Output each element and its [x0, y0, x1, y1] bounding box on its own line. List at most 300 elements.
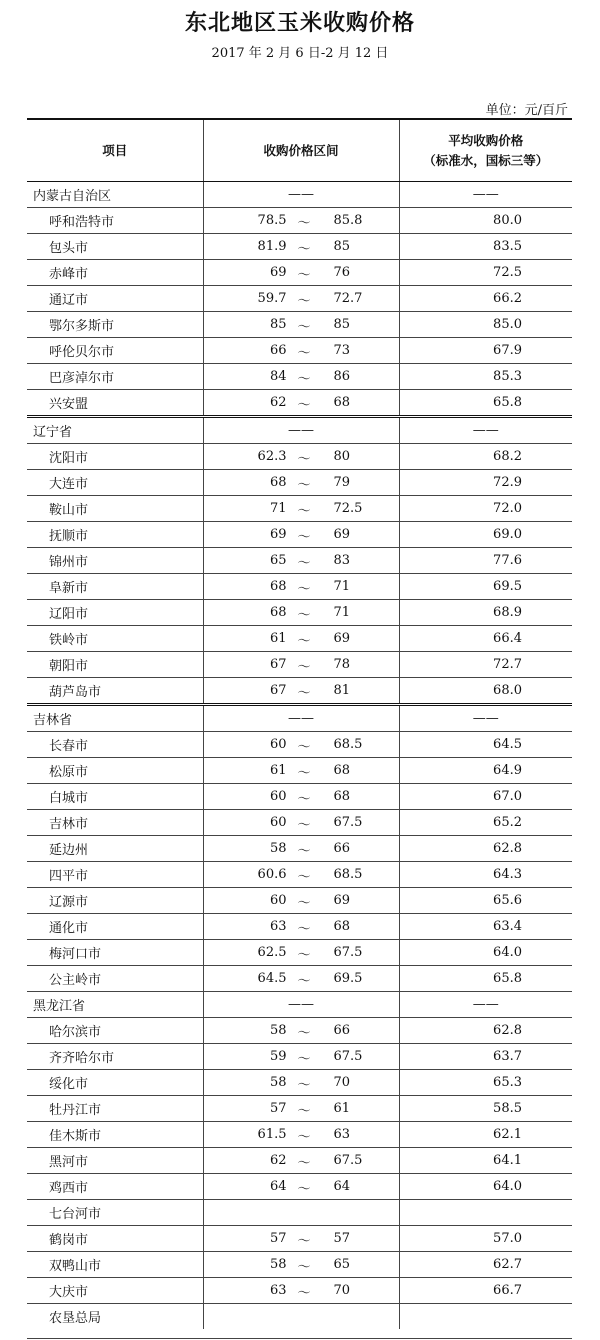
price-range-cell — [203, 1252, 399, 1278]
price-low: 57 — [269, 1231, 287, 1246]
table-row — [27, 444, 572, 470]
price-range-cell — [203, 914, 399, 940]
price-high: 70 — [333, 1283, 351, 1298]
average-price: 65.3 — [399, 1070, 572, 1096]
city-name: 包头市 — [27, 234, 203, 260]
average-dash: —— — [399, 182, 572, 208]
range-separator: ～ — [297, 766, 311, 781]
price-low: 60 — [269, 815, 287, 830]
range-separator: ～ — [297, 660, 311, 675]
table-row — [27, 1304, 572, 1330]
average-price: 62.7 — [399, 1252, 572, 1278]
table-row — [27, 836, 572, 862]
province-row — [27, 705, 572, 732]
price-range-cell — [203, 1096, 399, 1122]
table-row — [27, 1148, 572, 1174]
table-bottom-rule — [27, 1338, 572, 1339]
price-range-cell — [203, 364, 399, 390]
city-name: 松原市 — [27, 758, 203, 784]
table-row — [27, 784, 572, 810]
price-range-cell — [203, 836, 399, 862]
average-price: 69.5 — [399, 574, 572, 600]
average-dash: —— — [399, 705, 572, 732]
range-separator: ～ — [297, 1260, 311, 1275]
price-high: 78 — [333, 657, 351, 672]
price-high: 68.5 — [333, 737, 363, 752]
average-price: 63.4 — [399, 914, 572, 940]
price-range-cell — [203, 626, 399, 652]
price-high: 69.5 — [333, 971, 363, 986]
price-range-cell — [203, 574, 399, 600]
range-dash: —— — [203, 992, 399, 1018]
range-separator: ～ — [297, 792, 311, 807]
average-price: 66.2 — [399, 286, 572, 312]
price-high: 63 — [333, 1127, 351, 1142]
range-separator: ～ — [297, 1052, 311, 1067]
price-low: 85 — [269, 317, 287, 332]
average-price: 62.1 — [399, 1122, 572, 1148]
range-separator: ～ — [297, 1156, 311, 1171]
price-range-cell — [203, 1304, 399, 1330]
table-row — [27, 810, 572, 836]
range-separator: ～ — [297, 818, 311, 833]
city-name: 通化市 — [27, 914, 203, 940]
table-row — [27, 914, 572, 940]
price-range-cell — [203, 1122, 399, 1148]
table-row — [27, 1070, 572, 1096]
average-price: 64.9 — [399, 758, 572, 784]
price-low: 84 — [269, 369, 287, 384]
price-high: 76 — [333, 265, 351, 280]
average-price: 80.0 — [399, 208, 572, 234]
price-low: 69 — [269, 527, 287, 542]
table-row — [27, 678, 572, 705]
price-range-cell — [203, 1070, 399, 1096]
price-low: 64 — [269, 1179, 287, 1194]
table-row — [27, 1252, 572, 1278]
price-range-cell — [203, 286, 399, 312]
price-range-cell — [203, 966, 399, 992]
price-low: 60 — [269, 737, 287, 752]
average-price: 72.0 — [399, 496, 572, 522]
price-range-cell — [203, 548, 399, 574]
average-price: 67.0 — [399, 784, 572, 810]
table-row — [27, 364, 572, 390]
table-header-row — [27, 119, 572, 182]
price-range-cell — [203, 444, 399, 470]
price-high: 68 — [333, 395, 351, 410]
range-separator: ～ — [297, 608, 311, 623]
table-row — [27, 338, 572, 364]
city-name: 白城市 — [27, 784, 203, 810]
table-row — [27, 600, 572, 626]
price-low: 61 — [269, 763, 287, 778]
table-row — [27, 652, 572, 678]
range-separator: ～ — [297, 556, 311, 571]
table-row — [27, 286, 572, 312]
range-separator: ～ — [297, 452, 311, 467]
price-range-cell — [203, 1226, 399, 1252]
price-range-cell — [203, 784, 399, 810]
range-separator: ～ — [297, 530, 311, 545]
table-row — [27, 574, 572, 600]
average-price — [399, 1304, 572, 1330]
table-row — [27, 888, 572, 914]
average-price: 85.0 — [399, 312, 572, 338]
average-price: 69.0 — [399, 522, 572, 548]
price-range-cell — [203, 260, 399, 286]
city-name: 双鸭山市 — [27, 1252, 203, 1278]
price-range-cell — [203, 758, 399, 784]
range-separator: ～ — [297, 346, 311, 361]
average-price: 64.0 — [399, 1174, 572, 1200]
city-name: 四平市 — [27, 862, 203, 888]
price-low: 57 — [269, 1101, 287, 1116]
table-row — [27, 758, 572, 784]
range-separator: ～ — [297, 740, 311, 755]
price-range-cell — [203, 496, 399, 522]
price-range-cell — [203, 888, 399, 914]
price-low: 60 — [269, 789, 287, 804]
average-dash: —— — [399, 992, 572, 1018]
province-row — [27, 182, 572, 208]
city-name: 朝阳市 — [27, 652, 203, 678]
average-price: 66.7 — [399, 1278, 572, 1304]
average-price: 62.8 — [399, 1018, 572, 1044]
price-high: 85 — [333, 317, 351, 332]
average-price: 68.9 — [399, 600, 572, 626]
price-high: 66 — [333, 1023, 351, 1038]
price-high: 85.8 — [333, 213, 363, 228]
price-high: 67.5 — [333, 815, 363, 830]
price-low: 63 — [269, 919, 287, 934]
range-dash: —— — [203, 182, 399, 208]
price-high: 86 — [333, 369, 351, 384]
city-name: 延边州 — [27, 836, 203, 862]
city-name: 佳木斯市 — [27, 1122, 203, 1148]
price-range-cell — [203, 234, 399, 260]
average-price: 64.1 — [399, 1148, 572, 1174]
range-separator: ～ — [297, 974, 311, 989]
city-name: 兴安盟 — [27, 390, 203, 417]
price-low: 67 — [269, 657, 287, 672]
price-low: 59 — [269, 1049, 287, 1064]
price-range-cell — [203, 522, 399, 548]
price-range-cell — [203, 1174, 399, 1200]
price-range-cell — [203, 678, 399, 705]
price-high: 71 — [333, 605, 351, 620]
price-high: 68 — [333, 789, 351, 804]
range-dash: —— — [203, 417, 399, 444]
range-separator: ～ — [297, 686, 311, 701]
range-separator: ～ — [297, 1104, 311, 1119]
average-price: 77.6 — [399, 548, 572, 574]
range-separator: ～ — [297, 216, 311, 231]
city-name: 阜新市 — [27, 574, 203, 600]
average-price: 68.2 — [399, 444, 572, 470]
city-name: 七台河市 — [27, 1200, 203, 1226]
price-high: 69 — [333, 527, 351, 542]
city-name: 绥化市 — [27, 1070, 203, 1096]
average-price: 67.9 — [399, 338, 572, 364]
average-price: 85.3 — [399, 364, 572, 390]
price-high: 67.5 — [333, 1049, 363, 1064]
city-name: 哈尔滨市 — [27, 1018, 203, 1044]
city-name: 鸡西市 — [27, 1174, 203, 1200]
province-name: 吉林省 — [27, 705, 203, 732]
table-row — [27, 208, 572, 234]
price-high: 72.5 — [333, 501, 363, 516]
average-price: 65.8 — [399, 390, 572, 417]
price-range-cell — [203, 338, 399, 364]
date-range-subtitle: 2017 年 2 月 6 日-2 月 12 日 — [211, 46, 389, 61]
price-low: 66 — [269, 343, 287, 358]
city-name: 大庆市 — [27, 1278, 203, 1304]
range-separator: ～ — [297, 372, 311, 387]
city-name: 黑河市 — [27, 1148, 203, 1174]
price-high: 68 — [333, 919, 351, 934]
range-separator: ～ — [297, 870, 311, 885]
province-name: 内蒙古自治区 — [27, 182, 203, 208]
table-row — [27, 312, 572, 338]
province-name: 辽宁省 — [27, 417, 203, 444]
average-price: 62.8 — [399, 836, 572, 862]
price-high: 67.5 — [333, 1153, 363, 1168]
table-row — [27, 1018, 572, 1044]
price-low: 58 — [269, 1257, 287, 1272]
price-low: 60.6 — [257, 867, 287, 882]
price-high: 70 — [333, 1075, 351, 1090]
table-row — [27, 548, 572, 574]
table-row — [27, 260, 572, 286]
price-range-cell — [203, 1200, 399, 1226]
range-separator: ～ — [297, 478, 311, 493]
average-price: 65.8 — [399, 966, 572, 992]
average-price: 72.7 — [399, 652, 572, 678]
price-high: 71 — [333, 579, 351, 594]
price-high: 81 — [333, 683, 351, 698]
price-high: 73 — [333, 343, 351, 358]
range-separator: ～ — [297, 896, 311, 911]
city-name: 通辽市 — [27, 286, 203, 312]
price-low: 62.3 — [257, 449, 287, 464]
average-price: 64.0 — [399, 940, 572, 966]
range-separator: ～ — [297, 268, 311, 283]
city-name: 葫芦岛市 — [27, 678, 203, 705]
price-high: 69 — [333, 893, 351, 908]
table-row — [27, 522, 572, 548]
price-high: 69 — [333, 631, 351, 646]
price-low: 68 — [269, 605, 287, 620]
average-price: 64.3 — [399, 862, 572, 888]
range-separator: ～ — [297, 320, 311, 335]
price-range-cell — [203, 600, 399, 626]
header-item: 项目 — [27, 119, 203, 182]
price-high: 66 — [333, 841, 351, 856]
table-row — [27, 1096, 572, 1122]
price-low: 62.5 — [257, 945, 287, 960]
range-separator: ～ — [297, 1130, 311, 1145]
city-name: 牡丹江市 — [27, 1096, 203, 1122]
average-price: 58.5 — [399, 1096, 572, 1122]
city-name: 铁岭市 — [27, 626, 203, 652]
price-low: 67 — [269, 683, 287, 698]
average-price: 83.5 — [399, 234, 572, 260]
city-name: 齐齐哈尔市 — [27, 1044, 203, 1070]
table-row — [27, 1226, 572, 1252]
price-low: 58 — [269, 841, 287, 856]
table-row — [27, 390, 572, 417]
range-separator: ～ — [297, 1182, 311, 1197]
price-low: 58 — [269, 1023, 287, 1038]
table-row — [27, 234, 572, 260]
city-name: 赤峰市 — [27, 260, 203, 286]
price-high: 85 — [333, 239, 351, 254]
city-name: 公主岭市 — [27, 966, 203, 992]
price-range-cell — [203, 208, 399, 234]
table-row — [27, 496, 572, 522]
price-low: 63 — [269, 1283, 287, 1298]
price-low: 58 — [269, 1075, 287, 1090]
province-name: 黑龙江省 — [27, 992, 203, 1018]
price-low: 81.9 — [257, 239, 287, 254]
city-name: 鄂尔多斯市 — [27, 312, 203, 338]
table-row — [27, 966, 572, 992]
range-separator: ～ — [297, 1286, 311, 1301]
average-price: 72.9 — [399, 470, 572, 496]
document-title: 东北地区玉米收购价格 — [184, 11, 415, 36]
price-high: 67.5 — [333, 945, 363, 960]
price-low: 69 — [269, 265, 287, 280]
price-high: 83 — [333, 553, 351, 568]
price-low: 65 — [269, 553, 287, 568]
city-name: 吉林市 — [27, 810, 203, 836]
range-dash: —— — [203, 705, 399, 732]
table-row — [27, 1278, 572, 1304]
price-range-cell — [203, 1018, 399, 1044]
city-name: 辽阳市 — [27, 600, 203, 626]
city-name: 大连市 — [27, 470, 203, 496]
price-high: 65 — [333, 1257, 351, 1272]
price-range-cell — [203, 1148, 399, 1174]
price-high: 79 — [333, 475, 351, 490]
range-separator: ～ — [297, 242, 311, 257]
city-name: 抚顺市 — [27, 522, 203, 548]
city-name: 鞍山市 — [27, 496, 203, 522]
range-separator: ～ — [297, 1078, 311, 1093]
average-price: 66.4 — [399, 626, 572, 652]
table-row — [27, 732, 572, 758]
price-range-cell — [203, 810, 399, 836]
city-name: 呼伦贝尔市 — [27, 338, 203, 364]
range-separator: ～ — [297, 582, 311, 597]
price-low: 59.7 — [257, 291, 287, 306]
table-row — [27, 1174, 572, 1200]
price-high: 80 — [333, 449, 351, 464]
table-row — [27, 862, 572, 888]
city-name: 长春市 — [27, 732, 203, 758]
city-name: 辽源市 — [27, 888, 203, 914]
table-row — [27, 1200, 572, 1226]
price-table — [27, 118, 572, 1329]
table-row — [27, 1122, 572, 1148]
average-price: 68.0 — [399, 678, 572, 705]
table-row — [27, 1044, 572, 1070]
average-price: 65.6 — [399, 888, 572, 914]
average-price: 64.5 — [399, 732, 572, 758]
average-price: 57.0 — [399, 1226, 572, 1252]
average-price: 72.5 — [399, 260, 572, 286]
range-separator: ～ — [297, 948, 311, 963]
unit-label: 单位：元/百斤 — [485, 103, 568, 118]
average-price: 63.7 — [399, 1044, 572, 1070]
price-low: 60 — [269, 893, 287, 908]
table-row — [27, 940, 572, 966]
price-low: 61.5 — [257, 1127, 287, 1142]
price-low: 62 — [269, 395, 287, 410]
range-separator: ～ — [297, 398, 311, 413]
price-range-cell — [203, 1278, 399, 1304]
table-body — [27, 182, 572, 1330]
header-price-range: 收购价格区间 — [203, 119, 399, 182]
range-separator: ～ — [297, 1026, 311, 1041]
price-low: 64.5 — [257, 971, 287, 986]
price-range-cell — [203, 390, 399, 417]
price-low: 68 — [269, 579, 287, 594]
price-high: 68.5 — [333, 867, 363, 882]
province-row — [27, 417, 572, 444]
price-range-cell — [203, 470, 399, 496]
price-range-cell — [203, 1044, 399, 1070]
city-name: 鹤岗市 — [27, 1226, 203, 1252]
city-name: 巴彦淖尔市 — [27, 364, 203, 390]
city-name: 呼和浩特市 — [27, 208, 203, 234]
city-name: 锦州市 — [27, 548, 203, 574]
price-low: 68 — [269, 475, 287, 490]
range-separator: ～ — [297, 1234, 311, 1249]
price-range-cell — [203, 652, 399, 678]
table-row — [27, 470, 572, 496]
price-range-cell — [203, 940, 399, 966]
price-low: 62 — [269, 1153, 287, 1168]
average-price: 65.2 — [399, 810, 572, 836]
header-average-price-line1: 平均收购价格 — [448, 132, 524, 148]
header-average-price — [399, 119, 572, 182]
average-price — [399, 1200, 572, 1226]
range-separator: ～ — [297, 844, 311, 859]
price-low: 78.5 — [257, 213, 287, 228]
price-range-cell — [203, 862, 399, 888]
price-high: 64 — [333, 1179, 351, 1194]
price-low: 71 — [269, 501, 287, 516]
price-high: 57 — [333, 1231, 351, 1246]
price-high: 68 — [333, 763, 351, 778]
table-row — [27, 626, 572, 652]
price-high: 61 — [333, 1101, 351, 1116]
price-high: 72.7 — [333, 291, 363, 306]
price-range-cell — [203, 732, 399, 758]
range-separator: ～ — [297, 294, 311, 309]
city-name: 梅河口市 — [27, 940, 203, 966]
average-dash: —— — [399, 417, 572, 444]
header-average-price-line2: （标准水，国标三等） — [423, 152, 549, 168]
city-name: 农垦总局 — [49, 1311, 102, 1326]
range-separator: ～ — [297, 922, 311, 937]
city-name: 沈阳市 — [27, 444, 203, 470]
range-separator: ～ — [297, 504, 311, 519]
price-low: 61 — [269, 631, 287, 646]
range-separator: ～ — [297, 634, 311, 649]
